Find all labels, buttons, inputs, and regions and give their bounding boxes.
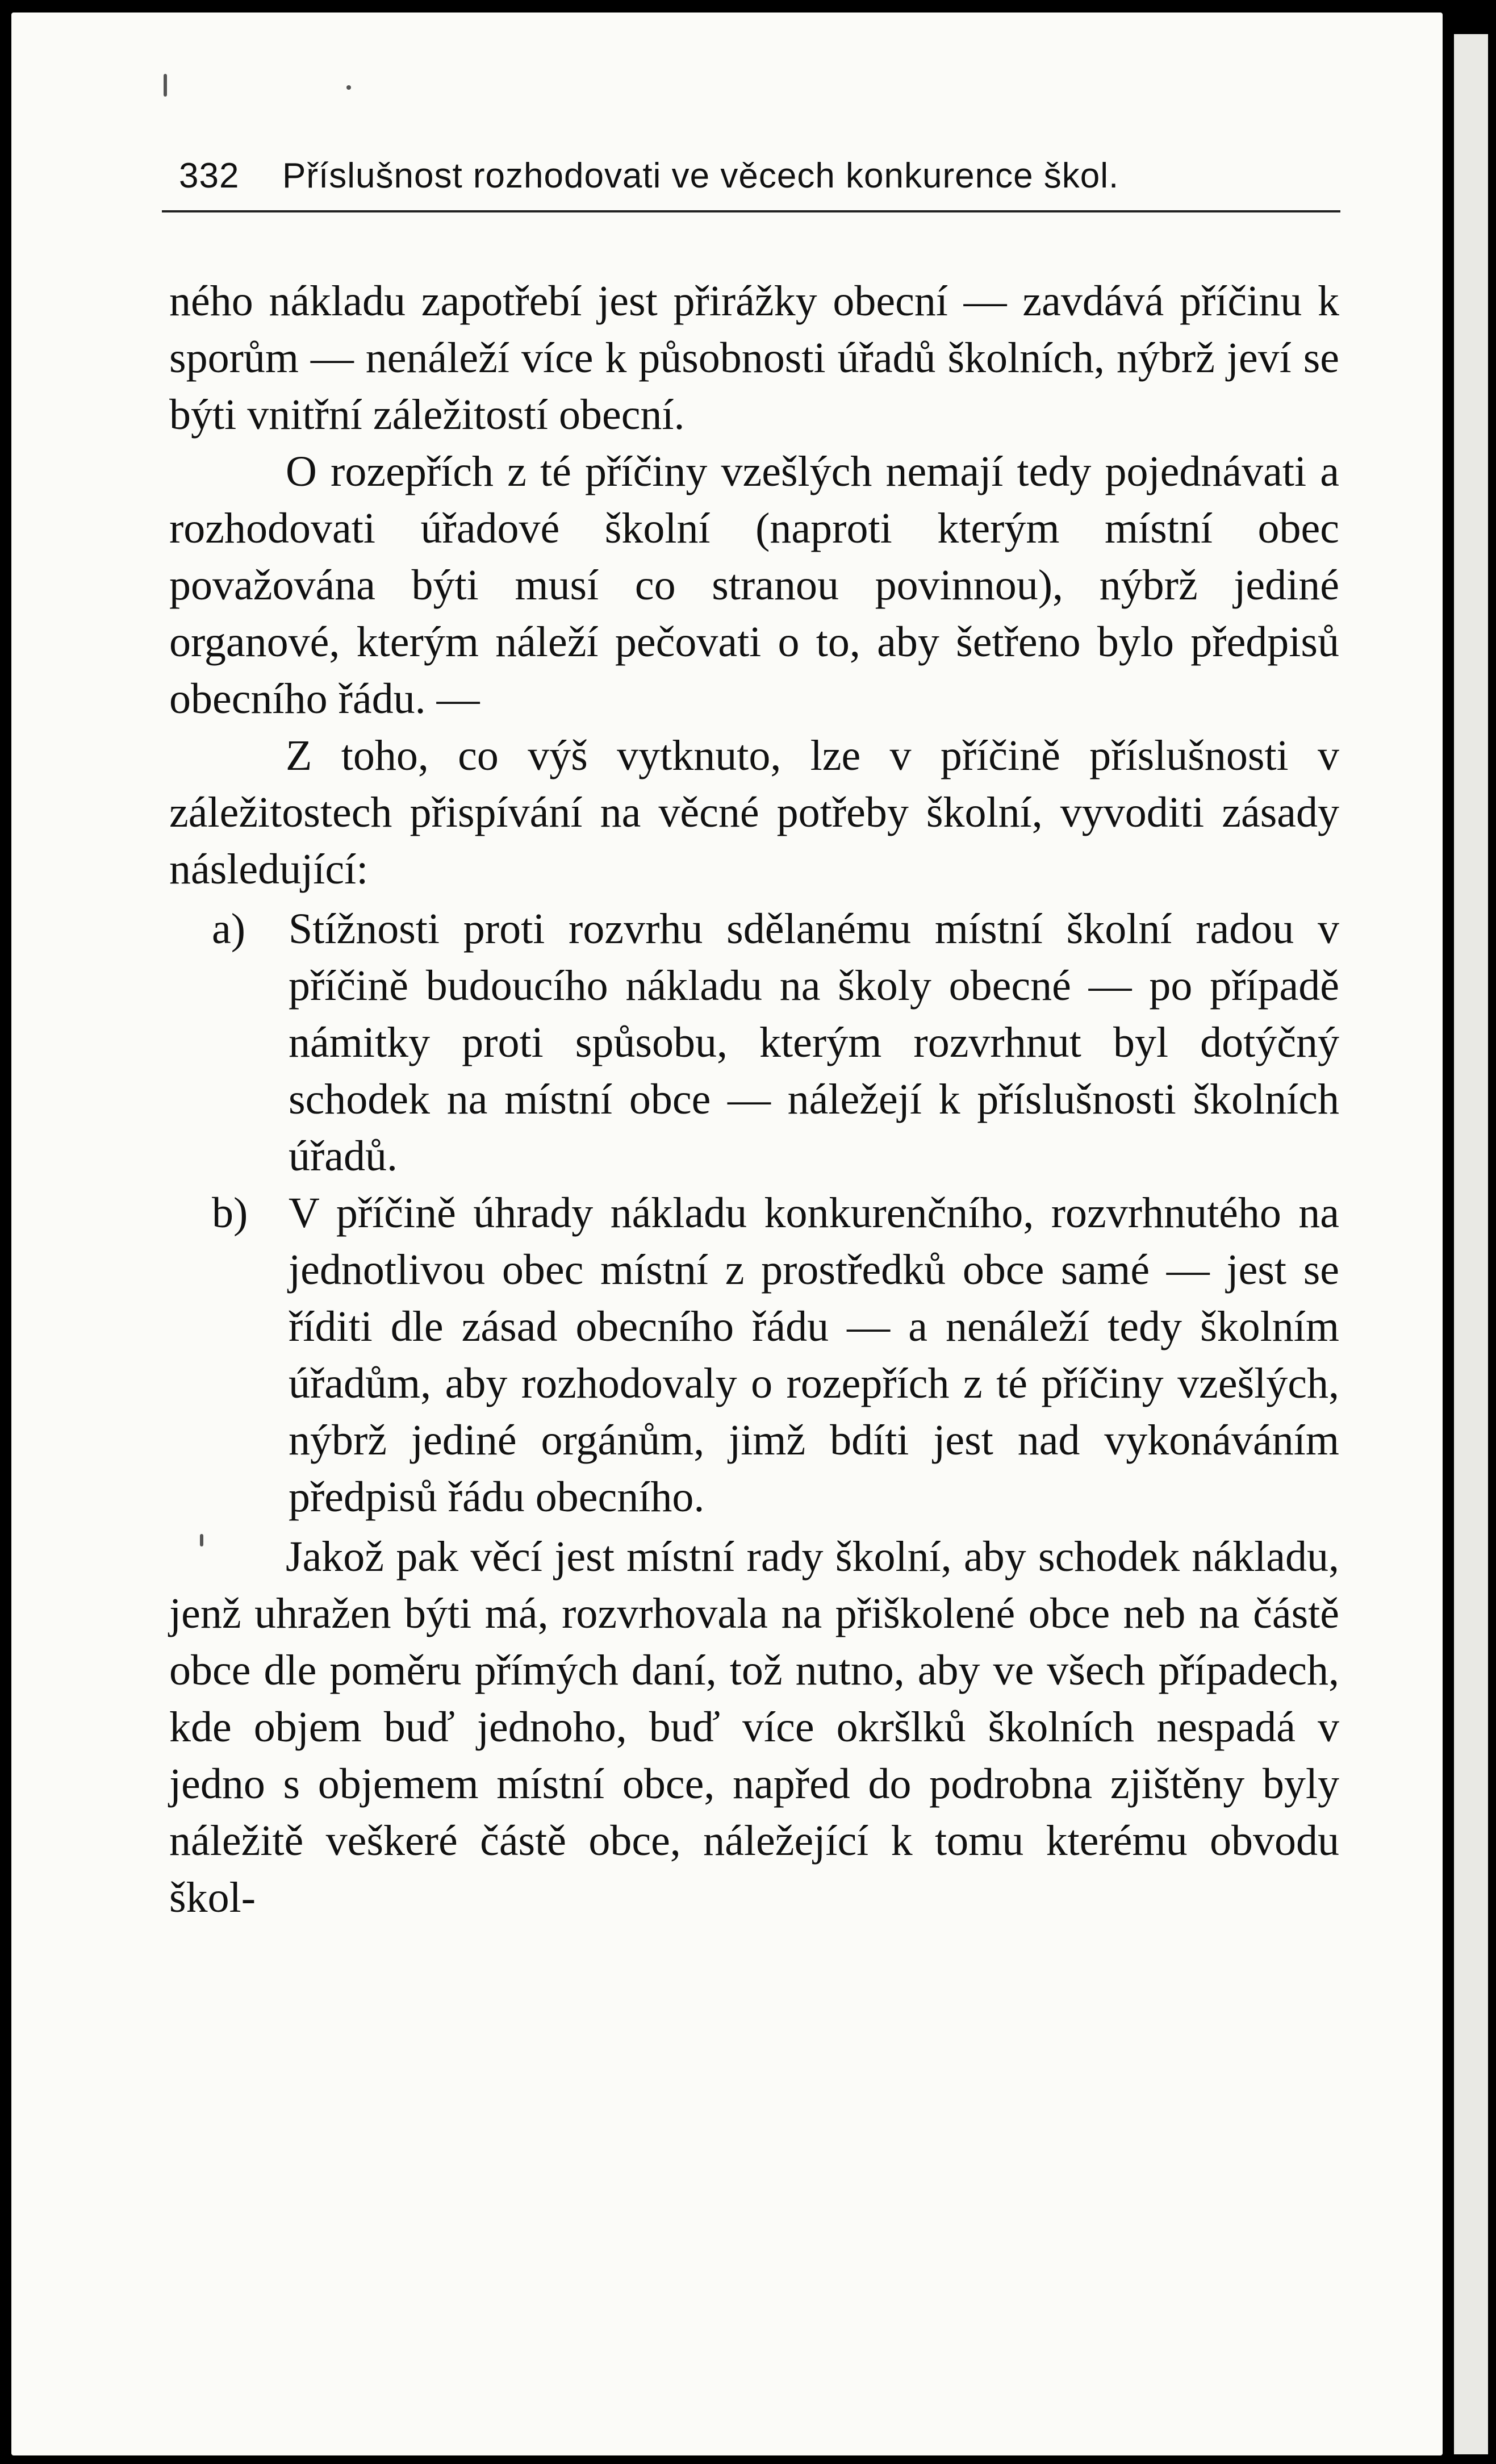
adjacent-page-edge [1454, 34, 1488, 2454]
paragraph-continuation: ného nákladu zapotřebí jest přirážky obecní — zavdává příčinu k sporům — nenáleží více k působnosti úřadů školních, nýbrž jeví se býti vnitřní záležitostí obecní. [169, 277, 1339, 439]
running-header [162, 149, 1343, 217]
page-number: 332 [179, 156, 240, 195]
paragraph: Z toho, co výš vytknuto, lze v příčině příslušnosti v záležitostech přispívání na věcné potřeby školní, vyvoditi zásady následující: [169, 732, 1339, 893]
header-rule [162, 210, 1340, 212]
list-item-text: V příčině úhrady nákladu konkurenčního, rozvrhnutého na jednotlivou obec místní z prostředků obce samé — jest se říditi dle zásad obecního řádu — a nenáleží tedy školním úřadům, aby rozhodovaly o rozepřích z té příčiny vzešlých, nýbrž jediné orgánům, jimž bdíti jest nad vykonáváním předpisů řádu obecního. [289, 1189, 1339, 1521]
list-marker: b) [212, 1189, 248, 1237]
list-item-text: Stížnosti proti rozvrhu sdělanému místní školní radou v příčině budoucího nákladu na školy obecné — po případě námitky proti spůsobu, kterým rozvrhnut byl dotýčný schodek na místní obce — náležejí k příslušnosti školních úřadů. [289, 905, 1339, 1180]
paragraph: O rozepřích z té příčiny vzešlých nemají tedy pojednávati a rozhodovati úřadové školní (naproti kterým místní obec považována býti musí co stranou povinnou), nýbrž jediné organové, kterým náleží pečovati o to, aby šetřeno bylo předpisů obecního řádu. — [169, 448, 1339, 723]
body-text [169, 273, 1339, 1926]
running-title: Příslušnost rozhodovati ve věcech konkurence škol. [282, 156, 1119, 195]
list-marker: a) [212, 905, 246, 953]
list-item [169, 900, 1339, 1185]
list-item [169, 1185, 1339, 1525]
paper-speck [164, 74, 167, 97]
paragraph: Jakož pak věcí jest místní rady školní, aby schodek nákladu, jenž uhražen býti má, rozvrhovala na přiškolené obce neb na částě obce dle poměru přímých daní, tož nutno, aby ve všech případech, kde objem buď jednoho, buď více okršlků školních nespadá v jedno s objemem místní obce, napřed do podrobna zjištěny byly náležitě veškeré částě obce, náležející k tomu kterému obvodu škol- [169, 1533, 1339, 1921]
paper-speck [346, 85, 351, 90]
